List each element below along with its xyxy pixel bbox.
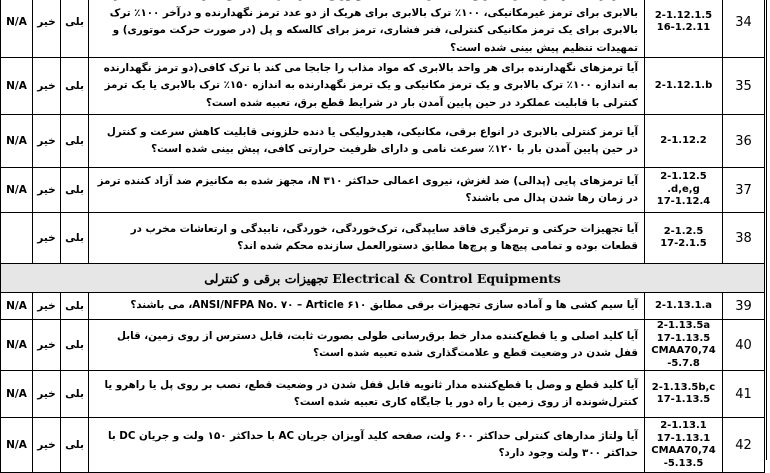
question-text: بالابری برای ترمز غیرمکانیکی، ۱۰۰٪ ترک بالابری برای هریک از دو عدد ترمز نگهدارنده و درآخر ۱۰۰٪ ترک بالابری برای یک ترمز مکانیکی کنترلی، فنر فشاری، ترمز برای کالسکه و پل (در صورت حرکت موتوری) و تمهیدات تنظیم پیش بینی شده است؟: [89, 0, 645, 58]
reference-code-line: 2-1.12.2: [660, 134, 707, 146]
row-number: 42: [723, 418, 765, 473]
yes-option[interactable]: بلی: [61, 293, 89, 320]
na-option[interactable]: [1, 213, 33, 264]
reference-code-line: 17-2.1.5: [660, 238, 707, 249]
no-option[interactable]: خیر: [33, 168, 61, 213]
na-option[interactable]: N/A: [1, 168, 33, 213]
table-right-border: [766, 0, 767, 460]
na-option[interactable]: N/A: [1, 58, 33, 115]
reference-code-line: 2-1.13.1: [660, 420, 707, 431]
reference-code-line: .d,e,g: [667, 183, 700, 195]
reference-code-line: 17-1.13.1: [656, 432, 711, 444]
reference-code: [645, 320, 723, 371]
checklist-row-38: [1, 213, 765, 264]
question-text: آیا کلید قطع و وصل یا قطع‌کننده مدار ثانویه قابل قفل شدن در وضعیت قطع، نصب بر روی پل یا راهرو یا کنترل‌شونده از روی زمین یا راه دور یا جایگاه کاری تعبیه شده است؟: [89, 371, 645, 418]
no-option[interactable]: خیر: [33, 320, 61, 371]
na-option[interactable]: N/A: [1, 115, 33, 168]
yes-option[interactable]: بلی: [61, 418, 89, 473]
reference-code: [645, 418, 723, 473]
checklist-row-36: [1, 115, 765, 168]
reference-code: [645, 213, 723, 264]
reference-code-line: CMAA70,74: [651, 345, 716, 356]
section-header-row: [1, 264, 765, 293]
na-option[interactable]: N/A: [1, 371, 33, 418]
yes-option[interactable]: بلی: [61, 320, 89, 371]
question-text: آیا تجهیزات حرکتی و ترمزگیری فاقد سایپدگی، ترک‌خوردگی، خوردگی، تابیدگی و ارتعاشات مخرب در قطعات بوده و تمامی پیچ‌ها و پرچ‌ها مطابق دستورالعمل سازنده محکم شده اند؟: [89, 213, 645, 264]
reference-code: [645, 58, 723, 115]
question-text: آیا ترمزهای پایی (پدالی) ضد لغزش، نیروی اعمالی حداکثر ۳۱۰ N، مجهز شده به مکانیزم ضد آزاد کننده ترمز در زمان رها شدن پدال می باشند؟: [89, 168, 645, 213]
reference-code-line: 17-1.13.5: [656, 394, 711, 405]
reference-code-line: 2-1.12.1.5: [654, 9, 713, 21]
question-text: آیا ترمز کنترلی بالابری در انواع برقی، مکانیکی، هیدرولیکی یا دنده حلزونی قابلیت کاهش سرعت و کنترل در حین پایین آمدن بار با ۱۲۰٪ سرعت نامی و دارای ظرفیت حرارتی کافی، پیش بینی شده است؟: [89, 115, 645, 168]
reference-code-line: 2-1.12.5: [660, 171, 707, 183]
row-number: 39: [723, 293, 765, 320]
yes-option[interactable]: بلی: [61, 371, 89, 418]
checklist-row-42: [1, 418, 765, 473]
yes-option[interactable]: بلی: [61, 115, 89, 168]
question-text: آیا کلید اصلی و یا قطع‌کننده مدار خط برق‌رسانی طولی بصورت ثابت، قابل دسترس از روی زمین، قابل قفل شدن در وضعیت قطع و علامت‌گذاری شده تعبیه شده است؟: [89, 320, 645, 371]
question-text: آیا ترمزهای نگهدارنده برای هر واحد بالابری که مواد مذاب را جابجا می کند با ترک کافی(دو ترمز نگهدارنده به اندازه ۱۰۰٪ ترک بالابری و یک ترمز مکانیکی و یک ترمز نگهدارنده به اندازه ۱۵۰٪ ترک بالابری یا یک ترمز کنترلی با قابلیت عملکرد در حین پایین آمدن بار در شرایط قطع برق، تعبیه شده است؟: [89, 58, 645, 115]
reference-code-line: 2-1.13.5b,c: [651, 381, 716, 393]
reference-code-line: 2-1.12.1.b: [654, 79, 713, 91]
section-title: تجهیزات برقی و کنترلی Electrical & Control Equipments: [1, 264, 765, 293]
yes-option[interactable]: بلی: [61, 0, 89, 58]
no-option[interactable]: خیر: [33, 58, 61, 115]
reference-code-line: 16-1.2.11: [656, 22, 711, 33]
row-number: 34: [723, 0, 765, 58]
reference-code: [645, 371, 723, 418]
checklist-row-37: [1, 168, 765, 213]
no-option[interactable]: خیر: [33, 371, 61, 418]
reference-code-line: 2-1.13.5a: [656, 320, 711, 331]
reference-code-line: 17-1.13.5: [656, 332, 711, 344]
yes-option[interactable]: بلی: [61, 168, 89, 213]
no-option[interactable]: خیر: [33, 213, 61, 264]
no-option[interactable]: خیر: [33, 0, 61, 58]
no-option[interactable]: خیر: [33, 115, 61, 168]
reference-code: [645, 293, 723, 320]
question-text: آیا سیم کشی ها و آماده سازی تجهیزات برقی مطابق ANSI/NFPA No. ۷۰ – Article ۶۱۰، می باشند؟: [89, 293, 645, 320]
checklist-row-34: [1, 0, 765, 58]
reference-code-line: -5.7.8: [667, 357, 700, 369]
reference-code: [645, 115, 723, 168]
row-number: 40: [723, 320, 765, 371]
yes-option[interactable]: بلی: [61, 213, 89, 264]
reference-code: [645, 0, 723, 58]
row-number: 37: [723, 168, 765, 213]
reference-code-line: CMAA70,74: [651, 445, 716, 456]
reference-code-line: 17-1.12.4: [656, 196, 711, 208]
question-text: آیا ولتاژ مدارهای کنترلی حداکثر ۶۰۰ ولت، صفحه کلید آویزان جریان AC با حداکثر ۱۵۰ ولت و جریان DC با حداکثر ۳۰۰ ولت وجود دارد؟: [89, 418, 645, 473]
no-option[interactable]: خیر: [33, 293, 61, 320]
row-number: 38: [723, 213, 765, 264]
checklist-row-39: [1, 293, 765, 320]
na-option[interactable]: N/A: [1, 293, 33, 320]
row-number: 35: [723, 58, 765, 115]
checklist-row-41: [1, 371, 765, 418]
row-number: 36: [723, 115, 765, 168]
row-number: 41: [723, 371, 765, 418]
na-option[interactable]: N/A: [1, 320, 33, 371]
reference-code: [645, 168, 723, 213]
reference-code-line: 2-1.2.5: [663, 225, 704, 237]
na-option[interactable]: N/A: [1, 418, 33, 473]
reference-code-line: 2-1.13.1.a: [654, 299, 713, 311]
reference-code-line: -5.13.5: [663, 457, 704, 469]
na-option[interactable]: N/A: [1, 0, 33, 58]
yes-option[interactable]: بلی: [61, 58, 89, 115]
no-option[interactable]: خیر: [33, 418, 61, 473]
checklist-row-40: [1, 320, 765, 371]
checklist-row-35: [1, 58, 765, 115]
